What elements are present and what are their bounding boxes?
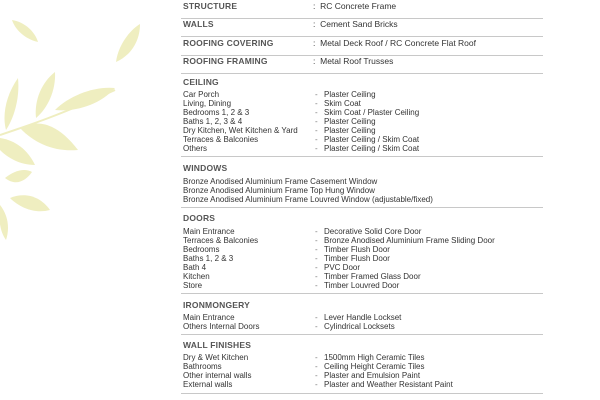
item-value: - Decorative Solid Core Door [315, 227, 421, 236]
leaf-icon [0, 138, 35, 165]
separator: : [313, 38, 316, 48]
leaf-decoration [0, 0, 180, 260]
item-value: - Plaster Ceiling [315, 90, 376, 99]
spec-label: ROOFING FRAMING [183, 56, 268, 66]
leaf-icon [0, 205, 8, 240]
item-value: - Plaster Ceiling [315, 117, 376, 126]
spec-row-walls [181, 18, 543, 37]
separator: : [313, 56, 316, 66]
leaf-icon [5, 78, 19, 130]
item-value: - Timber Framed Glass Door [315, 272, 421, 281]
leaf-icon [36, 72, 55, 118]
leaf-icon [20, 123, 78, 150]
item-key: Store [183, 281, 203, 290]
item-key: Dry & Wet Kitchen [183, 353, 249, 362]
spec-row-roofing-framing [181, 55, 543, 74]
leaf-icon [10, 195, 50, 211]
item-key: Kitchen [183, 272, 210, 281]
item-value: - Plaster and Weather Resistant Paint [315, 380, 453, 389]
item-value: - PVC Door [315, 263, 360, 272]
item-value: - Plaster and Emulsion Paint [315, 371, 420, 380]
spec-label: ROOFING COVERING [183, 38, 274, 48]
wall-finishes-item [183, 380, 543, 389]
windows-item: Bronze Anodised Aluminium Frame Louvred Window (adjustable/fixed) [183, 195, 433, 204]
item-value: - Timber Flush Door [315, 245, 390, 254]
item-value: - Skim Coat / Plaster Ceiling [315, 108, 419, 117]
ironmongery-item [183, 322, 543, 331]
section-title-windows: WINDOWS [183, 163, 228, 173]
spec-value-text: Cement Sand Bricks [320, 19, 398, 29]
wall-finishes-item [183, 362, 543, 371]
item-value: - Skim Coat [315, 99, 361, 108]
windows-item: Bronze Anodised Aluminium Frame Top Hung Window [183, 186, 375, 195]
spec-value [313, 38, 476, 48]
ceiling-item [183, 144, 543, 153]
wall-finishes-item [183, 353, 543, 362]
item-value: - Bronze Anodised Aluminium Frame Sliding Door [315, 236, 495, 245]
item-key: Others [183, 144, 208, 153]
doors-item [183, 272, 543, 281]
item-key: Car Porch [183, 90, 220, 99]
doors-item [183, 281, 543, 290]
leaf-icon [5, 170, 32, 182]
doors-item [183, 236, 543, 245]
separator: : [313, 1, 316, 11]
section-title-doors: DOORS [183, 213, 216, 223]
leaf-icon [55, 88, 115, 111]
separator: : [313, 19, 316, 29]
item-value: - Timber Flush Door [315, 254, 390, 263]
spec-value [313, 56, 393, 66]
item-value: - Timber Louvred Door [315, 281, 399, 290]
wall-finishes-item [183, 371, 543, 380]
doors-item [183, 227, 543, 236]
ceiling-item [183, 99, 543, 108]
item-value: - Plaster Ceiling [315, 126, 376, 135]
item-key: Bedrooms [183, 245, 220, 254]
spec-label: STRUCTURE [183, 1, 238, 11]
item-key: Bedrooms 1, 2 & 3 [183, 108, 250, 117]
ceiling-item [183, 135, 543, 144]
item-key: Dry Kitchen, Wet Kitchen & Yard [183, 126, 298, 135]
spec-value [313, 1, 396, 11]
doors-item [183, 263, 543, 272]
item-key: Other internal walls [183, 371, 252, 380]
windows-item: Bronze Anodised Aluminium Frame Casement Window [183, 177, 378, 186]
item-value: - Lever Handle Lockset [315, 313, 401, 322]
doors-item [183, 254, 543, 263]
item-key: Bath 4 [183, 263, 207, 272]
ceiling-item [183, 117, 543, 126]
ceiling-item [183, 90, 543, 99]
item-value: - Plaster Ceiling / Skim Coat [315, 135, 419, 144]
section-title-ironmongery: IRONMONGERY [183, 300, 251, 310]
ceiling-item [183, 108, 543, 117]
divider [181, 293, 543, 294]
spec-value-text: Metal Roof Trusses [320, 56, 394, 66]
spec-label: WALLS [183, 19, 214, 29]
spec-value-text: RC Concrete Frame [320, 1, 397, 11]
item-key: Others Internal Doors [183, 322, 260, 331]
item-key: External walls [183, 380, 233, 389]
divider [181, 207, 543, 208]
spec-row-roofing-covering [181, 37, 543, 56]
item-value: - 1500mm High Ceramic Tiles [315, 353, 424, 362]
item-value: - Cylindrical Locksets [315, 322, 395, 331]
item-key: Main Entrance [183, 313, 235, 322]
item-key: Terraces & Balconies [183, 236, 259, 245]
item-key: Living, Dining [183, 99, 232, 108]
item-key: Bathrooms [183, 362, 222, 371]
divider [181, 393, 543, 394]
section-title-wall-finishes: WALL FINISHES [183, 340, 252, 350]
item-key: Terraces & Balconies [183, 135, 259, 144]
leaf-icon [12, 20, 38, 42]
item-key: Baths 1, 2 & 3 [183, 254, 234, 263]
item-key: Baths 1, 2, 3 & 4 [183, 117, 243, 126]
spec-value-text: Metal Deck Roof / RC Concrete Flat Roof [320, 38, 476, 48]
ceiling-item [183, 126, 543, 135]
item-value: - Plaster Ceiling / Skim Coat [315, 144, 419, 153]
section-title-ceiling: CEILING [183, 77, 219, 87]
divider [181, 334, 543, 335]
item-value: - Ceiling Height Ceramic Tiles [315, 362, 424, 371]
spec-value [313, 19, 398, 29]
divider [181, 156, 543, 157]
item-key: Main Entrance [183, 227, 235, 236]
leaf-icon [116, 24, 140, 62]
spec-row-structure [181, 0, 543, 19]
doors-item [183, 245, 543, 254]
ironmongery-item [183, 313, 543, 322]
